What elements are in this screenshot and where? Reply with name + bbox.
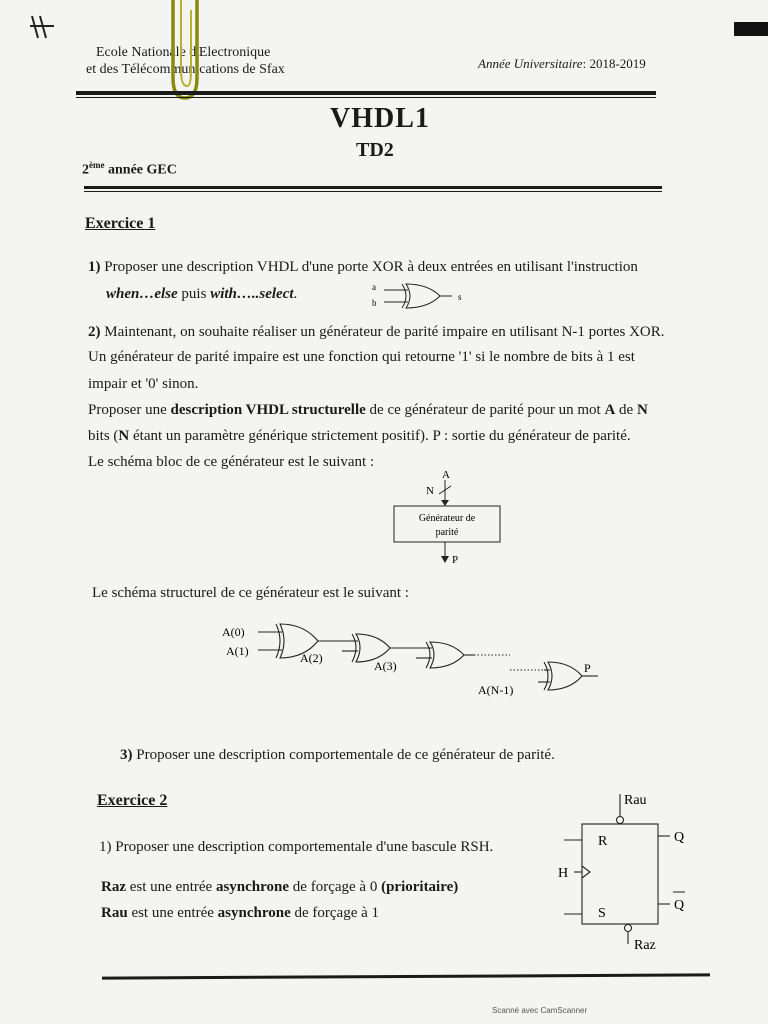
ex2-raz-line [101,877,458,897]
ex1-q2-line3: impair et '0' sinon. [88,376,199,392]
rsh-flipflop-diagram [552,786,702,956]
sch-a0: A(0) [222,625,245,639]
exercise-1-title: Exercice 1 [85,215,156,232]
raz-c: asynchrone [215,879,290,895]
ex1-q2-line5 [88,426,631,446]
page-subtitle: TD2 [356,139,394,161]
sch-an1: A(N-1) [478,683,514,697]
sch-a3: A(3) [374,659,397,673]
l4b: description VHDL structurelle [170,402,366,418]
block-bus-n: N [426,485,434,497]
ex1-q2-line7: Le schéma structurel de ce générateur est le suivant : [92,585,409,601]
q1-text: Proposer une description VHDL d'une porte XOR à deux entrées en utilisant l'instruction [100,259,638,275]
q2-text: Maintenant, on souhaite réaliser un générateur de parité impaire en utilisant N-1 portes XOR. [100,324,665,340]
ff-q-label: Q [674,830,685,845]
sch-output-p: P [584,661,591,675]
school-name-line1: Ecole Nationale d'Electronique [96,45,271,60]
xor-gate-diagram [368,280,478,310]
margin-mark-icon [28,12,58,42]
l4d: A [604,402,616,418]
ex1-q3 [120,745,555,765]
page-title: VHDL1 [330,103,430,134]
level-number: 2 [82,162,89,178]
xor-input-a: a [372,282,376,292]
l5c: étant un paramètre générique strictement positif). P : sortie du générateur de parité. [129,428,631,444]
exercise-2-title: Exercice 2 [97,792,168,809]
xor-input-b: b [372,298,377,308]
year-label: Année Universitaire [478,56,583,71]
paper-clip-icon [165,0,205,105]
l5a: bits ( [88,428,119,444]
raz-a: Raz [101,879,126,895]
parity-structural-schematic [220,620,600,704]
ex1-q2-line1 [88,322,665,342]
title-rule-thin [84,191,662,192]
l4f: N [636,402,648,418]
year-value: : 2018-2019 [582,56,646,71]
ex1-q1-line1 [88,257,638,277]
rau-c: asynchrone [217,905,291,921]
level-text: année GEC [104,162,177,178]
q1-end: . [293,286,298,302]
rau-d: de forçage à 1 [290,905,380,921]
ex2-rau-line [101,903,379,923]
ex1-q2-line2: Un générateur de parité impaire est une fonction qui retourne '1' si le nombre de bits à 1 est [88,349,635,365]
l4e: de [615,402,637,418]
scan-credit: Scanné avec CamScanner [492,1006,588,1015]
block-input-a: A [442,469,450,481]
school-name-line2: et des Télécommunications de Sfax [86,62,285,77]
ff-raz-label: Raz [634,938,656,953]
header-rule [76,91,656,95]
rau-a: Rau [101,905,128,921]
when-else: when…else [106,286,178,302]
ex1-q2-line4 [88,400,648,420]
ex1-q2-line6: Le schéma bloc de ce générateur est le suivant : [88,454,375,470]
l4a: Proposer une [88,402,171,418]
ff-qbar-label: Q [674,898,685,913]
raz-d: de forçage à 0 [289,879,382,895]
ff-rau-label: Rau [624,793,647,808]
raz-e: (prioritaire) [381,879,459,895]
ff-h-label: H [558,866,569,881]
ff-s-label: S [598,906,606,921]
ex1-q1-line2 [106,284,297,304]
sch-a1: A(1) [226,644,249,658]
q1-number: 1) [88,259,101,275]
q2-number: 2) [88,324,101,340]
scan-edge-mark [734,22,768,36]
with-select: with…..select [210,286,294,302]
class-level [82,160,177,179]
header-rule-thin [76,97,656,98]
ex2-q1: 1) Proposer une description comportementale d'une bascule RSH. [99,839,494,855]
raz-b: est une entrée [126,879,216,895]
rau-b: est une entrée [127,905,218,921]
q3-number: 3) [120,747,133,763]
block-label-1: Générateur de [418,513,476,524]
academic-year [478,56,646,72]
parity-block-diagram [392,466,504,568]
footer-rule [102,973,710,979]
q3-text: Proposer une description comportementale de ce générateur de parité. [132,747,555,763]
ff-r-label: R [598,834,608,849]
l5b: N [118,428,130,444]
block-label-2: parité [435,527,459,538]
l4c: de ce générateur de parité pour un mot [365,402,605,418]
q1-puis: puis [177,286,211,302]
sch-a2: A(2) [300,651,323,665]
block-output-p: P [452,554,459,566]
level-sup: ème [89,160,105,170]
title-rule [84,186,662,189]
xor-output-s: s [458,292,462,302]
